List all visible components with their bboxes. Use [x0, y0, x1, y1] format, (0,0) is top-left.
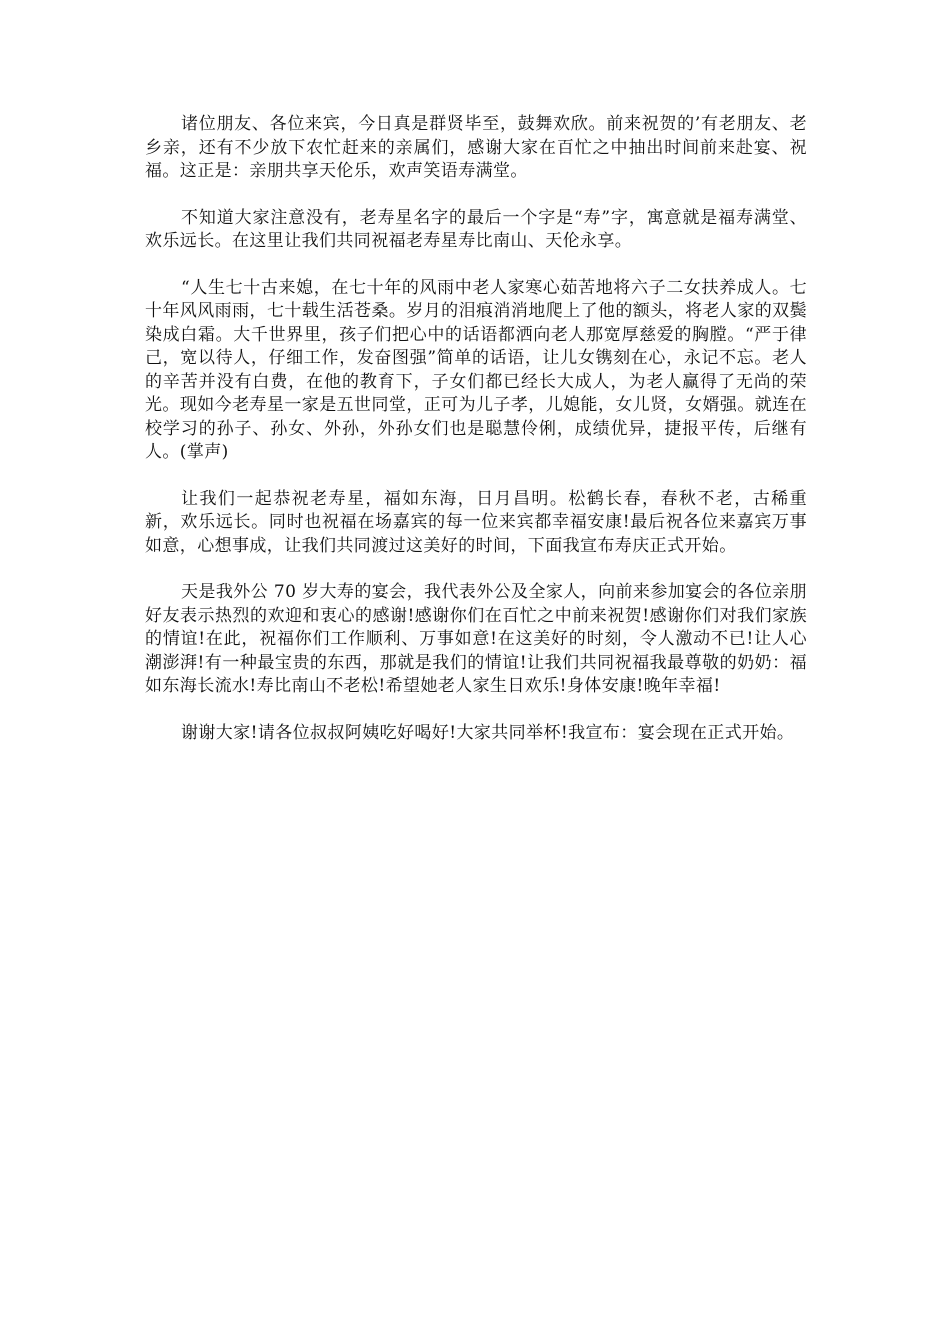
paragraph-banquet-thanks: 天是我外公 70 岁大寿的宴会，我代表外公及全家人，向前来参加宴会的各位亲朋好友表示热烈的欢迎和衷心的感谢!感谢你们在百忙之中前来祝贺!感谢你们对我们家族的情谊!在此，祝福你们工作顺利、万事如意!在这美好的时刻，令人激动不已!让人心潮澎湃!有一种最宝贵的东西，那就是我们的情谊!让我们共同祝福我最尊敬的奶奶：福如东海长流水!寿比南山不老松!希望她老人家生日欢乐!身体安康!晚年幸福! [145, 582, 807, 696]
paragraph-name-meaning: 不知道大家注意没有，老寿星名字的最后一个字是“寿”字，寓意就是福寿满堂、欢乐远长。在这里让我们共同祝福老寿星寿比南山、天伦永享。 [145, 207, 807, 251]
document-body [145, 113, 807, 768]
paragraph-blessing: 让我们一起恭祝老寿星，福如东海，日月昌明。松鹤长春，春秋不老，古稀重新，欢乐远长。同时也祝福在场嘉宾的每一位来宾都幸福安康!最后祝各位来嘉宾万事如意，心想事成，让我们共同渡过这美好的时间，下面我宣布寿庆正式开始。 [145, 488, 807, 556]
paragraph-life-story: “人生七十古来媳，在七十年的风雨中老人家寒心茹苦地将六子二女扶养成人。七十年风风雨雨，七十载生活苍桑。岁月的泪痕消消地爬上了他的额头，将老人家的双鬓染成白霜。大千世界里，孩子们把心中的话语都洒向老人那宽厚慈爱的胸膛。“严于律己，宽以待人，仔细工作，发奋图强”简单的话语，让儿女镌刻在心，永记不忘。老人的辛苦并没有白费，在他的教育下，子女们都已经长大成人，为老人赢得了无尚的荣光。现如今老寿星一家是五世同堂，正可为儿子孝，儿媳能，女儿贤，女婿强。就连在校学习的孙子、孙女、外孙，外孙女们也是聪慧伶俐，成绩优异，捷报平传，后继有人。(掌声) [145, 277, 807, 462]
paragraph-closing: 谢谢大家!请各位叔叔阿姨吃好喝好!大家共同举杯!我宣布：宴会现在正式开始。 [181, 722, 795, 743]
paragraph-greeting: 诸位朋友、各位来宾，今日真是群贤毕至，鼓舞欢欣。前来祝贺的’有老朋友、老乡亲，还有不少放下农忙赶来的亲属们，感谢大家在百忙之中抽出时间前来赴宴、祝福。这正是：亲朋共享天伦乐，欢声笑语寿满堂。 [145, 114, 807, 181]
